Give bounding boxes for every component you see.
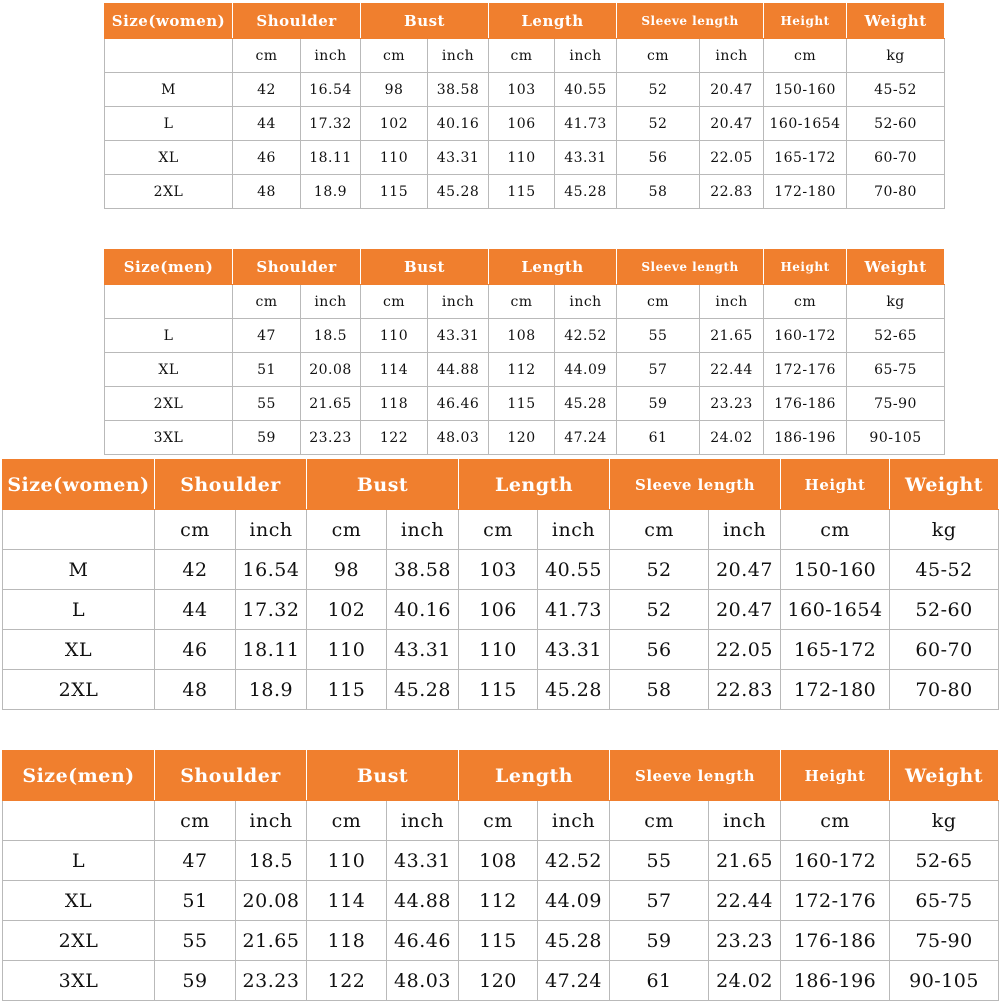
value-cell: 21.65 — [236, 921, 307, 961]
value-cell: 52 — [617, 73, 700, 107]
size-label-cell: L — [105, 319, 233, 353]
value-cell: 45.28 — [555, 387, 617, 421]
unit-cell: inch — [538, 801, 610, 841]
unit-cell: cm — [155, 510, 236, 550]
size-label-cell: L — [3, 841, 155, 881]
header-length: Length — [489, 250, 617, 285]
value-cell: 176-186 — [764, 387, 847, 421]
value-cell: 18.11 — [301, 141, 361, 175]
size-table-men-large — [2, 750, 999, 1001]
value-cell: 20.47 — [700, 73, 764, 107]
header-size: Size(men) — [105, 250, 233, 285]
value-cell: 44.88 — [387, 881, 459, 921]
header-length: Length — [489, 4, 617, 39]
unit-cell: inch — [700, 39, 764, 73]
value-cell: 55 — [233, 387, 301, 421]
unit-cell: inch — [428, 39, 489, 73]
value-cell: 55 — [610, 841, 709, 881]
value-cell: 75-90 — [847, 387, 945, 421]
unit-cell: cm — [307, 510, 387, 550]
size-label-cell: 3XL — [105, 421, 233, 455]
value-cell: 52 — [617, 107, 700, 141]
value-cell: 22.44 — [709, 881, 781, 921]
header-weight: Weight — [890, 751, 999, 801]
unit-cell: inch — [236, 801, 307, 841]
size-table-women-small — [104, 3, 945, 209]
unit-cell: cm — [155, 801, 236, 841]
value-cell: 22.44 — [700, 353, 764, 387]
unit-cell — [3, 510, 155, 550]
value-cell: 52-65 — [847, 319, 945, 353]
value-cell: 165-172 — [764, 141, 847, 175]
value-cell: 45-52 — [890, 550, 999, 590]
units-row — [3, 801, 999, 841]
value-cell: 44 — [233, 107, 301, 141]
header-row — [3, 751, 999, 801]
header-row — [105, 4, 945, 39]
unit-cell: cm — [617, 39, 700, 73]
value-cell: 112 — [459, 881, 538, 921]
value-cell: 172-180 — [764, 175, 847, 209]
value-cell: 110 — [361, 141, 428, 175]
value-cell: 43.31 — [538, 630, 610, 670]
header-size: Size(men) — [3, 751, 155, 801]
value-cell: 52 — [610, 550, 709, 590]
size-label-cell: 2XL — [3, 670, 155, 710]
value-cell: 44 — [155, 590, 236, 630]
value-cell: 43.31 — [387, 630, 459, 670]
value-cell: 24.02 — [700, 421, 764, 455]
table-row — [105, 353, 945, 387]
value-cell: 115 — [361, 175, 428, 209]
size-label-cell: 2XL — [105, 387, 233, 421]
value-cell: 56 — [617, 141, 700, 175]
value-cell: 160-172 — [781, 841, 890, 881]
size-label-cell: XL — [3, 881, 155, 921]
value-cell: 45.28 — [555, 175, 617, 209]
unit-cell: cm — [610, 510, 709, 550]
unit-cell: kg — [847, 285, 945, 319]
value-cell: 22.83 — [700, 175, 764, 209]
value-cell: 56 — [610, 630, 709, 670]
value-cell: 42.52 — [555, 319, 617, 353]
size-label-cell: 3XL — [3, 961, 155, 1001]
unit-cell: cm — [307, 801, 387, 841]
size-label-cell: 2XL — [3, 921, 155, 961]
value-cell: 45.28 — [428, 175, 489, 209]
value-cell: 47.24 — [538, 961, 610, 1001]
value-cell: 150-160 — [764, 73, 847, 107]
value-cell: 90-105 — [890, 961, 999, 1001]
unit-cell: cm — [781, 801, 890, 841]
unit-cell: inch — [387, 801, 459, 841]
value-cell: 22.05 — [700, 141, 764, 175]
value-cell: 59 — [233, 421, 301, 455]
header-length: Length — [459, 460, 610, 510]
header-weight: Weight — [847, 4, 945, 39]
unit-cell: kg — [890, 510, 999, 550]
header-sleeve-length: Sleeve length — [610, 751, 781, 801]
size-label-cell: XL — [105, 141, 233, 175]
value-cell: 122 — [307, 961, 387, 1001]
unit-cell: inch — [555, 285, 617, 319]
header-height: Height — [764, 250, 847, 285]
units-row — [3, 510, 999, 550]
value-cell: 114 — [361, 353, 428, 387]
value-cell: 20.08 — [236, 881, 307, 921]
value-cell: 110 — [307, 841, 387, 881]
size-label-cell: XL — [3, 630, 155, 670]
header-weight: Weight — [847, 250, 945, 285]
unit-cell — [105, 285, 233, 319]
header-height: Height — [781, 751, 890, 801]
value-cell: 172-180 — [781, 670, 890, 710]
value-cell: 47 — [233, 319, 301, 353]
value-cell: 48.03 — [387, 961, 459, 1001]
table-row — [105, 141, 945, 175]
value-cell: 44.09 — [555, 353, 617, 387]
header-sleeve-length: Sleeve length — [610, 460, 781, 510]
value-cell: 108 — [459, 841, 538, 881]
value-cell: 43.31 — [387, 841, 459, 881]
value-cell: 43.31 — [428, 141, 489, 175]
unit-cell: inch — [301, 39, 361, 73]
value-cell: 103 — [489, 73, 555, 107]
value-cell: 65-75 — [890, 881, 999, 921]
value-cell: 115 — [489, 175, 555, 209]
unit-cell: inch — [301, 285, 361, 319]
value-cell: 23.23 — [236, 961, 307, 1001]
value-cell: 90-105 — [847, 421, 945, 455]
header-row — [3, 460, 999, 510]
value-cell: 45.28 — [387, 670, 459, 710]
table-row — [105, 107, 945, 141]
unit-cell: inch — [555, 39, 617, 73]
header-shoulder: Shoulder — [155, 751, 307, 801]
value-cell: 48 — [155, 670, 236, 710]
value-cell: 59 — [610, 921, 709, 961]
value-cell: 52-60 — [847, 107, 945, 141]
value-cell: 21.65 — [700, 319, 764, 353]
unit-cell: cm — [361, 285, 428, 319]
table-row — [3, 921, 999, 961]
unit-cell: cm — [233, 39, 301, 73]
value-cell: 18.9 — [236, 670, 307, 710]
value-cell: 114 — [307, 881, 387, 921]
value-cell: 58 — [610, 670, 709, 710]
value-cell: 59 — [155, 961, 236, 1001]
value-cell: 17.32 — [301, 107, 361, 141]
header-row — [105, 250, 945, 285]
header-height: Height — [764, 4, 847, 39]
value-cell: 112 — [489, 353, 555, 387]
table-row — [3, 590, 999, 630]
value-cell: 46.46 — [387, 921, 459, 961]
value-cell: 110 — [361, 319, 428, 353]
header-bust: Bust — [307, 460, 459, 510]
value-cell: 122 — [361, 421, 428, 455]
value-cell: 43.31 — [428, 319, 489, 353]
value-cell: 61 — [610, 961, 709, 1001]
table-row — [3, 670, 999, 710]
size-label-cell: 2XL — [105, 175, 233, 209]
value-cell: 57 — [610, 881, 709, 921]
value-cell: 51 — [233, 353, 301, 387]
header-height: Height — [781, 460, 890, 510]
value-cell: 51 — [155, 881, 236, 921]
value-cell: 52-60 — [890, 590, 999, 630]
value-cell: 44.09 — [538, 881, 610, 921]
table-row — [3, 630, 999, 670]
size-table-men-small — [104, 249, 945, 455]
value-cell: 120 — [459, 961, 538, 1001]
value-cell: 165-172 — [781, 630, 890, 670]
unit-cell: cm — [781, 510, 890, 550]
table-row — [3, 550, 999, 590]
value-cell: 42 — [155, 550, 236, 590]
value-cell: 16.54 — [236, 550, 307, 590]
unit-cell: cm — [233, 285, 301, 319]
value-cell: 172-176 — [781, 881, 890, 921]
value-cell: 22.05 — [709, 630, 781, 670]
value-cell: 186-196 — [781, 961, 890, 1001]
value-cell: 61 — [617, 421, 700, 455]
unit-cell: cm — [361, 39, 428, 73]
table-row — [105, 175, 945, 209]
header-bust: Bust — [307, 751, 459, 801]
value-cell: 110 — [307, 630, 387, 670]
size-table-women-large — [2, 459, 999, 710]
table-row — [3, 961, 999, 1001]
unit-cell: inch — [709, 801, 781, 841]
unit-cell: cm — [459, 510, 538, 550]
value-cell: 115 — [489, 387, 555, 421]
unit-cell: inch — [428, 285, 489, 319]
value-cell: 60-70 — [847, 141, 945, 175]
value-cell: 18.5 — [236, 841, 307, 881]
value-cell: 52-65 — [890, 841, 999, 881]
value-cell: 57 — [617, 353, 700, 387]
header-weight: Weight — [890, 460, 999, 510]
size-label-cell: L — [3, 590, 155, 630]
value-cell: 44.88 — [428, 353, 489, 387]
value-cell: 65-75 — [847, 353, 945, 387]
value-cell: 47 — [155, 841, 236, 881]
unit-cell: cm — [617, 285, 700, 319]
units-row — [105, 285, 945, 319]
value-cell: 98 — [361, 73, 428, 107]
value-cell: 160-1654 — [781, 590, 890, 630]
value-cell: 41.73 — [538, 590, 610, 630]
unit-cell: cm — [489, 39, 555, 73]
unit-cell: inch — [538, 510, 610, 550]
value-cell: 160-172 — [764, 319, 847, 353]
value-cell: 120 — [489, 421, 555, 455]
value-cell: 43.31 — [555, 141, 617, 175]
value-cell: 40.16 — [387, 590, 459, 630]
header-sleeve-length: Sleeve length — [617, 250, 764, 285]
value-cell: 48 — [233, 175, 301, 209]
units-row — [105, 39, 945, 73]
value-cell: 75-90 — [890, 921, 999, 961]
unit-cell: inch — [709, 510, 781, 550]
value-cell: 48.03 — [428, 421, 489, 455]
value-cell: 16.54 — [301, 73, 361, 107]
size-label-cell: XL — [105, 353, 233, 387]
value-cell: 115 — [459, 921, 538, 961]
value-cell: 40.55 — [555, 73, 617, 107]
value-cell: 18.5 — [301, 319, 361, 353]
header-bust: Bust — [361, 250, 489, 285]
value-cell: 102 — [307, 590, 387, 630]
value-cell: 115 — [459, 670, 538, 710]
unit-cell — [105, 39, 233, 73]
value-cell: 110 — [459, 630, 538, 670]
unit-cell: inch — [236, 510, 307, 550]
value-cell: 60-70 — [890, 630, 999, 670]
value-cell: 102 — [361, 107, 428, 141]
unit-cell: kg — [847, 39, 945, 73]
header-shoulder: Shoulder — [233, 4, 361, 39]
value-cell: 106 — [459, 590, 538, 630]
value-cell: 40.55 — [538, 550, 610, 590]
value-cell: 20.47 — [709, 550, 781, 590]
value-cell: 40.16 — [428, 107, 489, 141]
value-cell: 23.23 — [709, 921, 781, 961]
header-size: Size(women) — [105, 4, 233, 39]
value-cell: 23.23 — [700, 387, 764, 421]
table-row — [105, 319, 945, 353]
value-cell: 41.73 — [555, 107, 617, 141]
value-cell: 20.47 — [700, 107, 764, 141]
table-row — [3, 881, 999, 921]
value-cell: 38.58 — [387, 550, 459, 590]
value-cell: 55 — [155, 921, 236, 961]
value-cell: 58 — [617, 175, 700, 209]
value-cell: 176-186 — [781, 921, 890, 961]
header-size: Size(women) — [3, 460, 155, 510]
value-cell: 21.65 — [301, 387, 361, 421]
value-cell: 22.83 — [709, 670, 781, 710]
value-cell: 55 — [617, 319, 700, 353]
table-row — [105, 387, 945, 421]
header-shoulder: Shoulder — [155, 460, 307, 510]
value-cell: 106 — [489, 107, 555, 141]
value-cell: 103 — [459, 550, 538, 590]
unit-cell: cm — [459, 801, 538, 841]
value-cell: 20.47 — [709, 590, 781, 630]
value-cell: 110 — [489, 141, 555, 175]
header-shoulder: Shoulder — [233, 250, 361, 285]
value-cell: 98 — [307, 550, 387, 590]
value-cell: 46 — [233, 141, 301, 175]
value-cell: 150-160 — [781, 550, 890, 590]
value-cell: 118 — [307, 921, 387, 961]
unit-cell: cm — [610, 801, 709, 841]
value-cell: 115 — [307, 670, 387, 710]
unit-cell: cm — [489, 285, 555, 319]
unit-cell — [3, 801, 155, 841]
value-cell: 172-176 — [764, 353, 847, 387]
value-cell: 18.9 — [301, 175, 361, 209]
size-label-cell: L — [105, 107, 233, 141]
value-cell: 24.02 — [709, 961, 781, 1001]
value-cell: 160-1654 — [764, 107, 847, 141]
value-cell: 42 — [233, 73, 301, 107]
value-cell: 47.24 — [555, 421, 617, 455]
size-label-cell: M — [3, 550, 155, 590]
value-cell: 118 — [361, 387, 428, 421]
value-cell: 18.11 — [236, 630, 307, 670]
header-sleeve-length: Sleeve length — [617, 4, 764, 39]
unit-cell: cm — [764, 285, 847, 319]
size-label-cell: M — [105, 73, 233, 107]
unit-cell: kg — [890, 801, 999, 841]
table-row — [3, 841, 999, 881]
unit-cell: inch — [387, 510, 459, 550]
value-cell: 21.65 — [709, 841, 781, 881]
value-cell: 23.23 — [301, 421, 361, 455]
unit-cell: cm — [764, 39, 847, 73]
value-cell: 186-196 — [764, 421, 847, 455]
table-row — [105, 421, 945, 455]
value-cell: 52 — [610, 590, 709, 630]
value-cell: 70-80 — [847, 175, 945, 209]
value-cell: 46 — [155, 630, 236, 670]
table-row — [105, 73, 945, 107]
header-length: Length — [459, 751, 610, 801]
unit-cell: inch — [700, 285, 764, 319]
value-cell: 42.52 — [538, 841, 610, 881]
value-cell: 45.28 — [538, 670, 610, 710]
value-cell: 17.32 — [236, 590, 307, 630]
value-cell: 45.28 — [538, 921, 610, 961]
value-cell: 59 — [617, 387, 700, 421]
value-cell: 108 — [489, 319, 555, 353]
value-cell: 20.08 — [301, 353, 361, 387]
value-cell: 46.46 — [428, 387, 489, 421]
header-bust: Bust — [361, 4, 489, 39]
value-cell: 38.58 — [428, 73, 489, 107]
value-cell: 70-80 — [890, 670, 999, 710]
value-cell: 45-52 — [847, 73, 945, 107]
